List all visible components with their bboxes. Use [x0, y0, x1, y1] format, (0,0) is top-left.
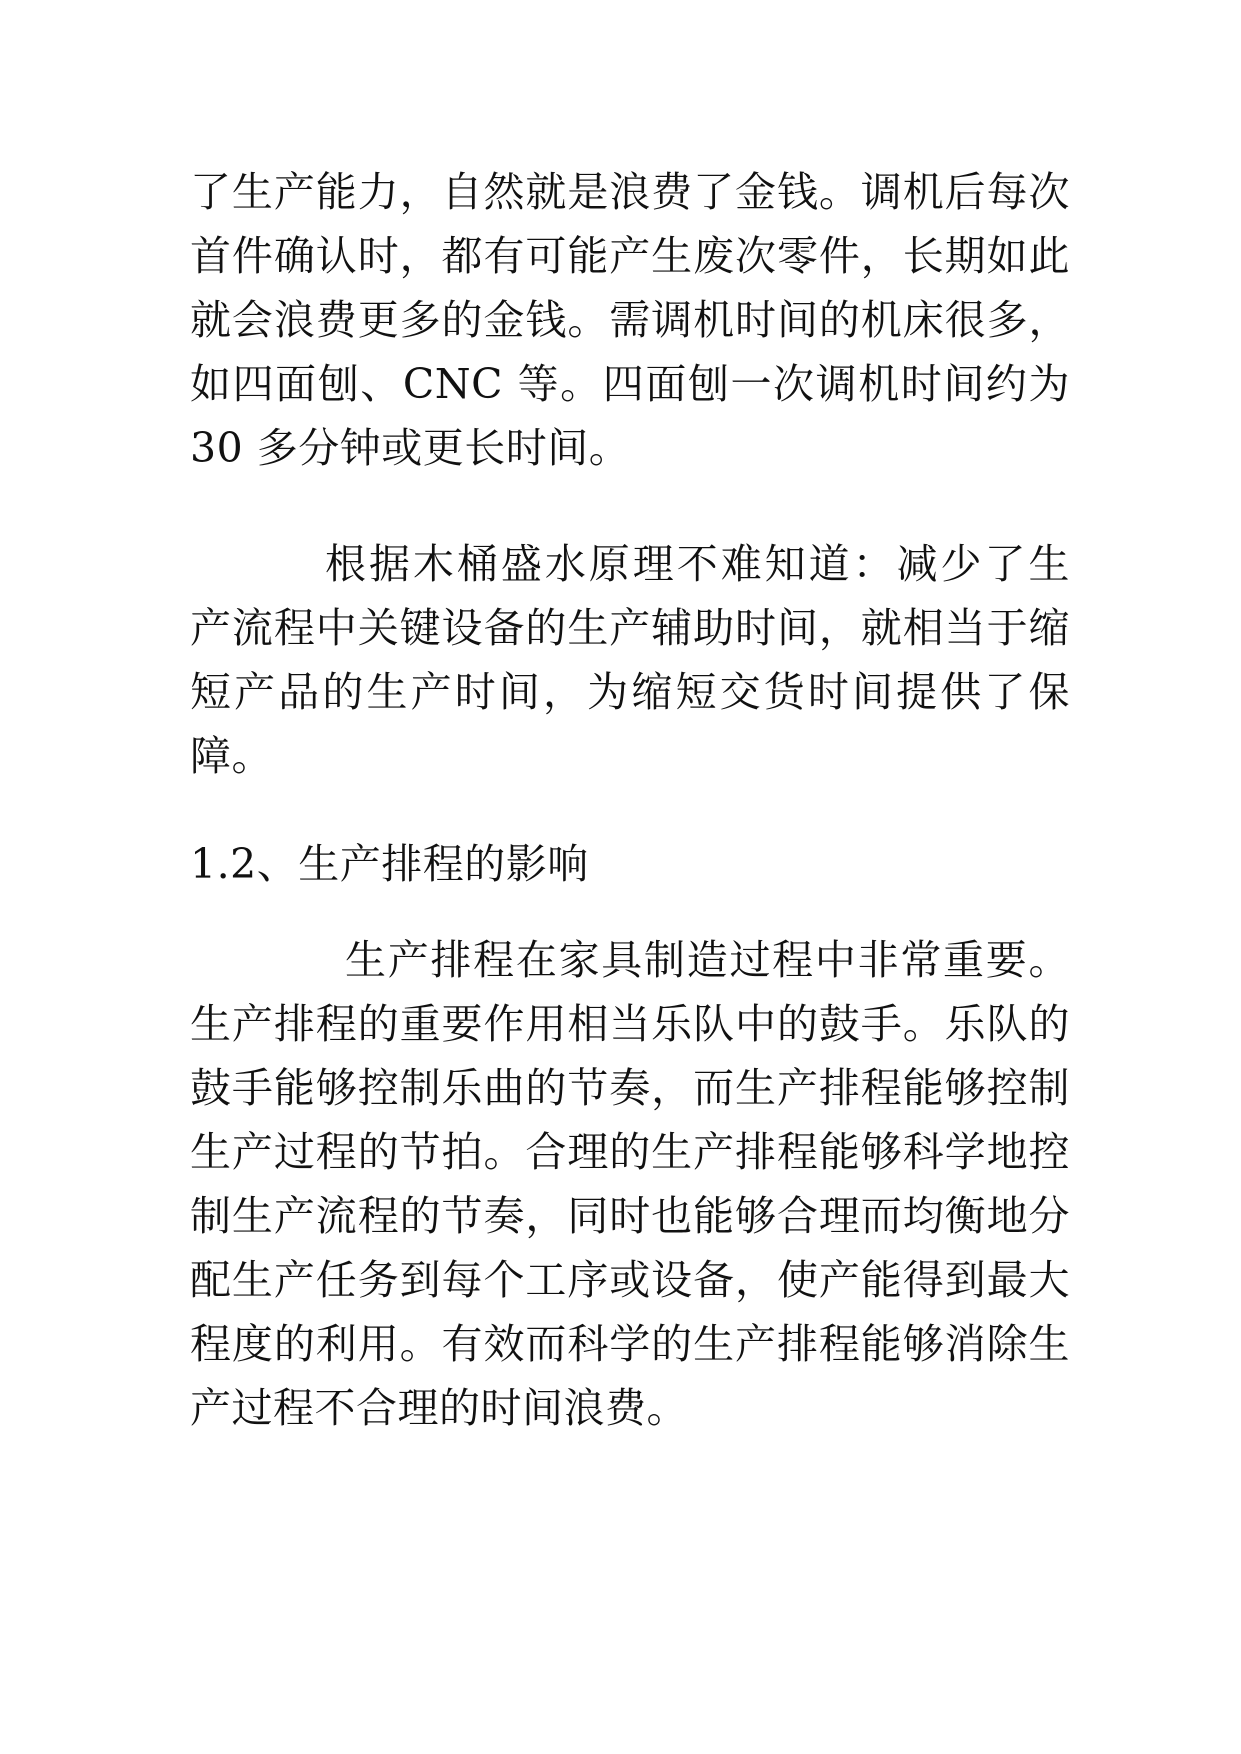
paragraph-production-scheduling: 生产排程在家具制造过程中非常重要。生产排程的重要作用相当乐队中的鼓手。乐队的鼓手能够控制乐曲的节奏，而生产排程能够控制生产过程的节拍。合理的生产排程能够科学地控制生产流程的节奏，同时也能够合理而均衡地分配生产任务到每个工序或设备，使产能得到最大程度的利用。有效而科学的生产排程能够消除生产过程不合理的时间浪费。 — [190, 936, 1070, 1432]
paragraph-continuation: 了生产能力，自然就是浪费了金钱。调机后每次首件确认时，都有可能产生废次零件，长期如此就会浪费更多的金钱。需调机时间的机床很多，如四面刨、CNC 等。四面刨一次调机时间约为 30 多分钟或更长时间。 — [190, 168, 1070, 472]
section-heading: 1.2、生产排程的影响 — [190, 840, 589, 888]
paragraph-bucket-principle: 根据木桶盛水原理不难知道：减少了生产流程中关键设备的生产辅助时间，就相当于缩短产品的生产时间，为缩短交货时间提供了保障。 — [190, 540, 1070, 780]
